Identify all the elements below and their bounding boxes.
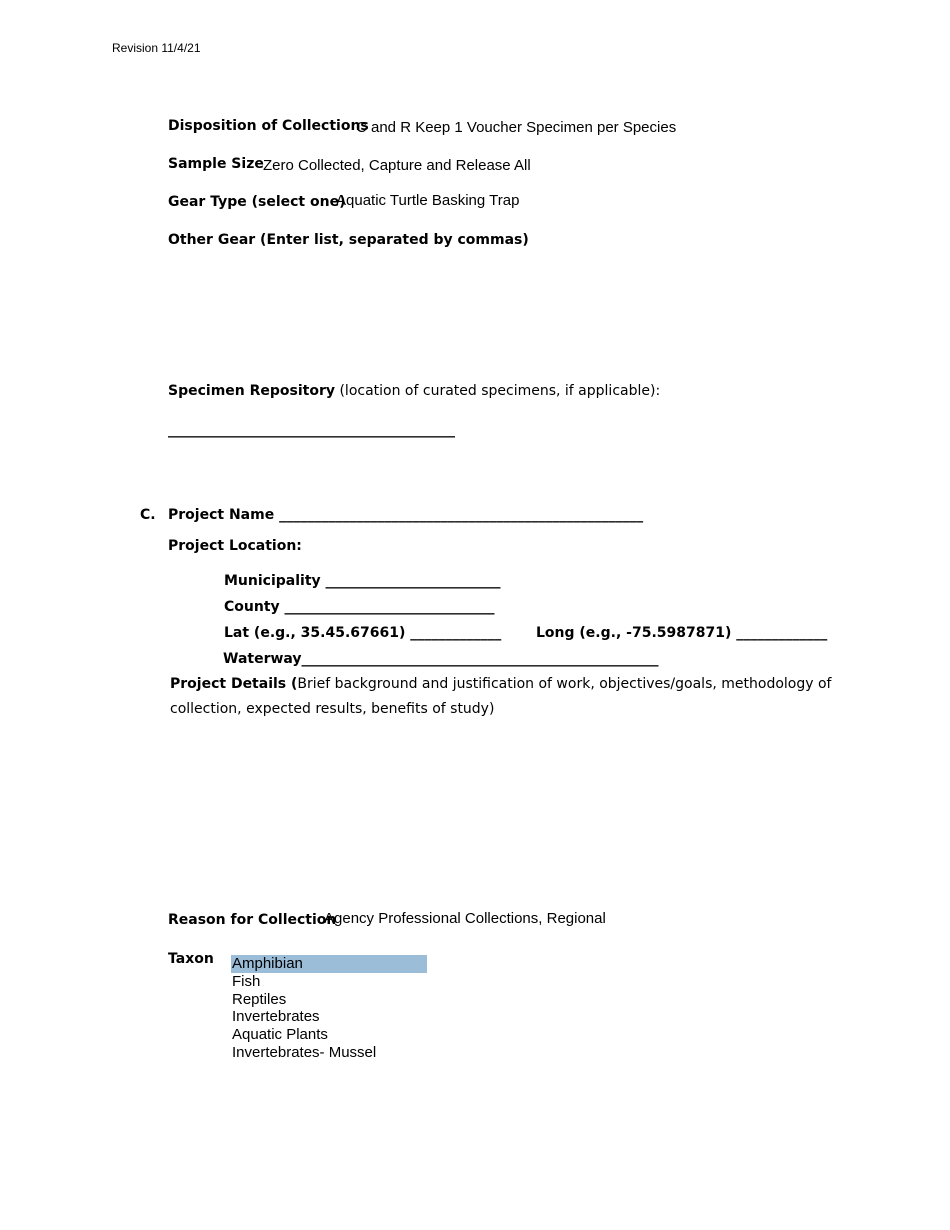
taxon-option[interactable]: Invertebrates- Mussel — [232, 1043, 377, 1061]
taxon-listbox[interactable] — [231, 955, 427, 1062]
gear-type-select[interactable]: Aquatic Turtle Basking Trap — [336, 192, 520, 209]
taxon-option[interactable]: Fish — [232, 972, 261, 990]
specimen-repository-note: (location of curated specimens, if applicable): — [335, 383, 661, 399]
reason-label: Reason for Collection — [168, 912, 337, 928]
taxon-option[interactable]: Invertebrates — [232, 1008, 320, 1026]
disposition-field[interactable]: C and R Keep 1 Voucher Specimen per Species — [356, 119, 677, 136]
project-location-label: Project Location: — [168, 538, 302, 554]
sample-size-label: Sample Size — [168, 156, 264, 172]
project-details-text-1: Brief background and justification of work, objectives/goals, methodology of — [297, 676, 832, 692]
county-field[interactable]: County ______________________________ — [224, 599, 495, 615]
taxon-label: Taxon — [168, 951, 214, 967]
disposition-label: Disposition of Collections — [168, 118, 369, 134]
municipality-field[interactable]: Municipality _________________________ — [224, 573, 501, 589]
project-details-label: Project Details ( — [170, 676, 298, 692]
long-field[interactable]: Long (e.g., -75.5987871) _____________ — [536, 625, 828, 641]
revision-label: Revision 11/4/21 — [112, 41, 201, 55]
gear-type-label: Gear Type (select one) — [168, 194, 346, 210]
taxon-option[interactable]: Aquatic Plants — [232, 1026, 328, 1044]
section-c-marker: C. — [140, 507, 156, 523]
other-gear-label: Other Gear (Enter list, separated by commas) — [168, 232, 529, 248]
specimen-repository-label: Specimen Repository — [168, 383, 336, 399]
project-details-text-2: collection, expected results, benefits of study) — [170, 701, 495, 717]
specimen-repository-field[interactable]: _________________________________________ — [168, 422, 455, 438]
other-gear-field[interactable] — [168, 256, 818, 356]
lat-field[interactable]: Lat (e.g., 35.45.67661) _____________ — [224, 625, 502, 641]
waterway-field[interactable]: Waterway___________________________________________________ — [223, 651, 659, 667]
taxon-option[interactable]: Reptiles — [232, 990, 287, 1008]
taxon-option[interactable]: Amphibian — [231, 955, 427, 973]
project-details-line-1 — [170, 676, 831, 692]
project-details-field[interactable] — [168, 726, 818, 896]
reason-field[interactable]: Agency Professional Collections, Regional — [324, 910, 606, 927]
sample-size-field[interactable]: Zero Collected, Capture and Release All — [263, 157, 531, 174]
specimen-repository-line — [168, 383, 660, 399]
project-name-field[interactable]: Project Name ____________________________________________________ — [168, 507, 644, 523]
